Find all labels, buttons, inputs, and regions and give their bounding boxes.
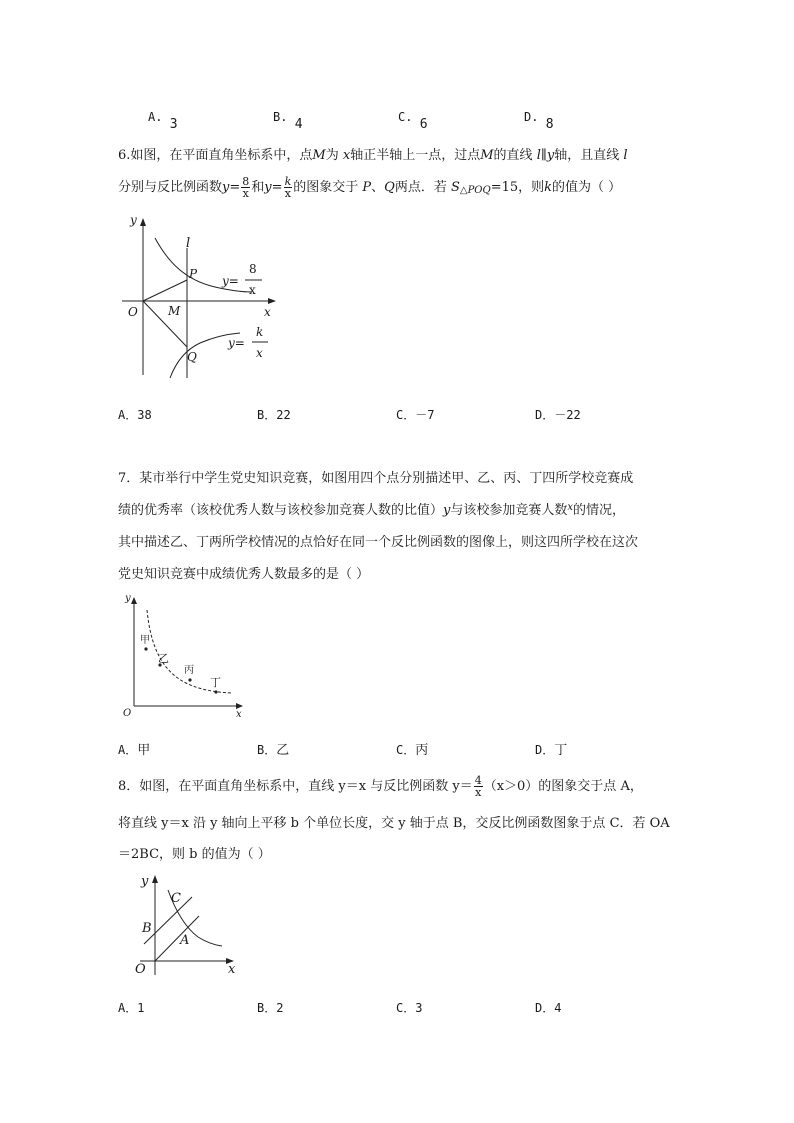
q8-option-b[interactable]: B．2 (257, 1001, 284, 1015)
q6-label-l: l (186, 236, 191, 251)
q5-option-d[interactable]: D. 8 (524, 110, 554, 132)
q8-fraction-4-over-x: $\frac{4}{x}$ (474, 774, 482, 799)
q6-label-q: Q (187, 350, 197, 364)
q6-formula1-den: x (249, 283, 256, 297)
q6-formula1-lhs: y= (222, 274, 239, 288)
q8-stem-line2: 将直线 y＝x 沿 y 轴向上平移 b 个单位长度，交 y 轴于点 B，交反比例函数图象于点 C．若 OA (118, 816, 670, 831)
q6-stem-line1: 6.如图，在平面直角坐标系中，点M为 x轴正半轴上一点，过点M的直线 l∥y轴，且直线 l (118, 148, 628, 163)
q7-label-jia: 甲 (140, 635, 150, 646)
q8-label-b: B (142, 921, 152, 936)
q6-formula2-den: x (256, 346, 263, 360)
q8-label-a: A (180, 933, 190, 948)
q6-stem-line2: 分别与反比例函数y= $\frac{8}{x}$ 和y= $\frac{k}{x}$ 的图象交于 P、Q两点．若 $S_{\triangle POQ}=15$，则k的值为（ ） (118, 175, 622, 200)
q7-stem-line3: 其中描述乙、丁两所学校情况的点恰好在同一个反比例函数的图像上，则这四所学校在这次 (118, 535, 639, 550)
q8-stem-line3: ＝2BC，则 b 的值为（ ） (118, 847, 271, 862)
q6-label-x: x (264, 305, 271, 319)
q6-label-p: P (189, 267, 198, 281)
q6-fraction-8-over-x: $\frac{8}{x}$ (242, 175, 250, 200)
q7-stem-line1: 7．某市举行中学生党史知识竞赛，如图用四个点分别描述甲、乙、丙、丁四所学校竞赛成 (118, 471, 634, 486)
q7-label-bing: 丙 (184, 665, 194, 676)
q7-option-d[interactable]: D．丁 (535, 743, 568, 758)
q5-option-b[interactable]: B. 4 (273, 110, 303, 132)
q6-fraction-k-over-x: $\frac{k}{x}$ (284, 175, 292, 200)
q6-formula1-num: 8 (249, 262, 257, 276)
q8-label-c: C (171, 891, 181, 906)
q8-label-y: y (141, 874, 149, 889)
q5-option-c[interactable]: C. 6 (398, 110, 428, 132)
q6-formula2-lhs: y= (228, 336, 245, 350)
q5-option-a[interactable]: A. 3 (148, 110, 178, 132)
q7-label-o: O (123, 708, 132, 719)
q7-option-b[interactable]: B．乙 (257, 743, 290, 758)
q8-y-arrow (152, 875, 158, 883)
q7-stem-line4: 党史知识竞赛中成绩优秀人数最多的是（ ） (118, 567, 370, 582)
q7-stem-line2: 绩的优秀率（该校优秀人数与该校参加竞赛人数的比值）y与该校参加竞赛人数$^x$的情况， (118, 502, 626, 518)
q7-label-x: x (236, 709, 242, 720)
q6-option-d[interactable]: D．－22 (535, 408, 581, 422)
q7-label-ding: 丁 (210, 676, 221, 689)
q7-label-yi: 乙 (158, 652, 169, 665)
q8-label-o: O (135, 962, 146, 977)
q6-option-c[interactable]: C．－7 (396, 408, 435, 422)
q7-option-a[interactable]: A．甲 (118, 743, 151, 758)
q6-label-m: M (168, 304, 181, 318)
q8-option-a[interactable]: A．1 (118, 1001, 145, 1015)
q6-option-a[interactable]: A．38 (118, 408, 152, 422)
q8-label-x: x (228, 962, 236, 977)
q8-line-y-eq-x (155, 916, 199, 961)
q6-option-b[interactable]: B．22 (257, 408, 291, 422)
q8-option-c[interactable]: C．3 (396, 1001, 423, 1015)
q8-stem-line1: 8．如图，在平面直角坐标系中，直线 y＝x 与反比例函数 y＝ $\frac{4}{x}$ （x＞0）的图象交于点 A， (118, 774, 643, 799)
q6-label-y: y (130, 213, 137, 227)
q7-option-c[interactable]: C．丙 (396, 743, 429, 758)
q7-label-y: y (125, 593, 131, 604)
q6-label-o: O (128, 305, 138, 319)
q6-formula2-num: k (256, 325, 264, 339)
q8-option-d[interactable]: D．4 (535, 1001, 562, 1015)
